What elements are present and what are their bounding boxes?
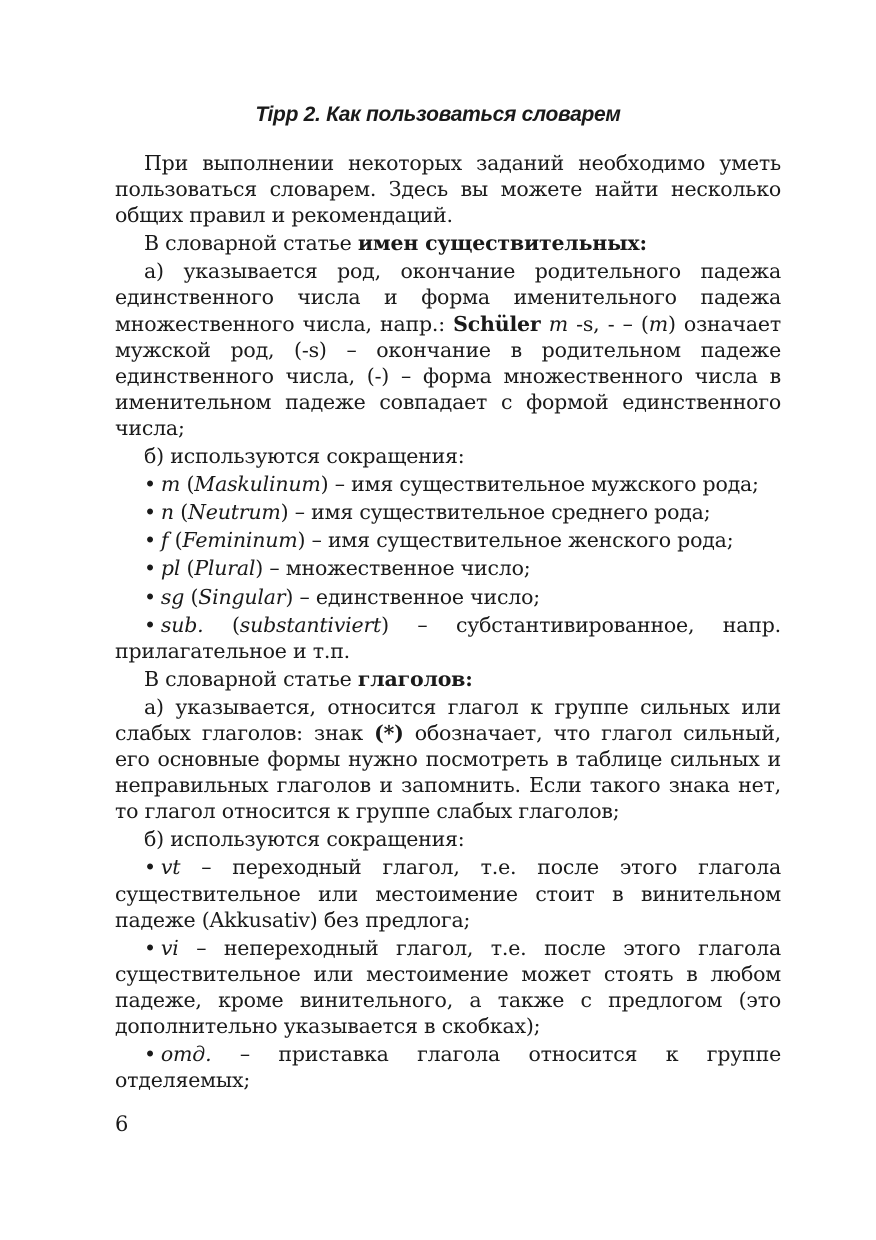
abbreviation-desc: – переходный глагол, т.е. после этого глагола существительное или местоимение стоит в винительном падеже (Akkusativ) без предлога;: [115, 855, 781, 932]
noun-abbreviation-item: • f (Femininum) – имя существительное женского рода;: [144, 528, 734, 553]
page-title: Tipp 2. Как пользоваться словарем: [255, 103, 621, 126]
nouns-paragraph-a: [115, 258, 781, 441]
bullet-icon: •: [144, 528, 156, 553]
abbreviation: sub.: [160, 612, 204, 637]
page-number: 6: [115, 1112, 129, 1136]
verbs-heading-bold: глаголов:: [357, 666, 473, 691]
example-gender: m: [548, 311, 568, 336]
abbreviation-full: Femininum: [182, 528, 298, 553]
verbs-paragraph-a: [115, 694, 781, 824]
nouns-a-text-2: [540, 312, 548, 336]
bullet-icon: •: [144, 500, 156, 525]
abbreviation-full: substantiviert: [239, 612, 382, 637]
example-word: Schüler: [453, 311, 541, 336]
bullet-icon: •: [144, 472, 156, 497]
abbreviation-desc: – непереходный глагол, т.е. после этого глагола существительное или местоимение может стоять в любом падеже, кроме винительного, а также с предлогом (это дополнительно указывается в скобках);: [115, 935, 781, 1038]
nouns-a-text-3: -s, - – (: [567, 311, 649, 336]
nouns-paragraph-b: б) используются сокращения:: [144, 444, 465, 469]
nouns-a-text-1: а) указывается род, окончание родительного падежа единственного числа и форма именительного падежа множественного числа, напр.:: [115, 259, 781, 336]
noun-abbreviation-item: • m (Maskulinum) – имя существительное мужского рода;: [144, 472, 759, 497]
verbs-a-text-2: обозначает, что глагол сильный, его основные формы нужно посмотреть в таблице сильных и неправильных глаголов и запомнить. Если такого знака нет, то глагол относится к группе слабых глаголов;: [115, 720, 782, 824]
noun-abbreviation-item: • sub. (substantiviert) – субстантивированное, напр. прилагательное и т.п.: [115, 612, 781, 663]
bullet-icon: •: [144, 584, 156, 609]
abbreviation: vt: [160, 855, 181, 880]
verb-abbreviation-item: [115, 854, 781, 932]
bullet-icon: •: [144, 855, 156, 880]
noun-abbreviation-item: • pl (Plural) – множественное число;: [144, 556, 531, 581]
abbreviation: vi: [160, 935, 179, 960]
nouns-heading-bold: имен существительных:: [357, 231, 647, 256]
abbreviation: n: [160, 500, 174, 525]
verbs-a-text-1: а) указывается, относится глагол к группе сильных или слабых глаголов: знак: [115, 694, 781, 745]
abbreviation-desc: – приставка глагола относится к группе отделяемых;: [115, 1042, 781, 1093]
verbs-heading-prefix: В словарной статье: [144, 666, 358, 691]
abbreviation-desc: – единственное число;: [293, 584, 540, 609]
verb-abbreviation-item: [115, 1041, 781, 1093]
bullet-icon: •: [144, 556, 156, 581]
bullet-icon: •: [144, 1042, 156, 1067]
abbreviation-desc: – множественное число;: [263, 556, 531, 581]
abbreviation: отд.: [160, 1042, 212, 1067]
abbreviation: sg: [160, 584, 185, 609]
text-body: [115, 150, 781, 1095]
abbreviation-desc: – имя существительное среднего рода;: [288, 500, 711, 525]
example-gender-2: m: [648, 311, 668, 336]
bullet-icon: •: [144, 612, 156, 637]
abbreviation-full: Plural: [194, 556, 256, 581]
verb-abbreviation-item: [115, 935, 781, 1039]
abbreviation-desc: – имя существительное мужского рода;: [328, 472, 759, 497]
nouns-a-text-4: ) означает мужской род, (-s) – окончание в родительном падеже единственного числа, (-) – форма множественного числа в именительном падеже совпадает с формой единственного числа;: [115, 311, 781, 440]
nouns-heading: [115, 230, 781, 256]
intro-paragraph: При выполнении некоторых заданий необходимо уметь пользоваться словарем. Здесь вы можете найти несколько общих правил и рекомендаций.: [115, 151, 781, 228]
abbreviation-full: Maskulinum: [194, 472, 321, 497]
verbs-heading: [115, 666, 781, 692]
bullet-icon: •: [144, 935, 156, 960]
abbreviation-desc: – субстантивированное, напр. прилагательное и т.п.: [115, 612, 781, 663]
strong-verb-mark: (*): [374, 720, 404, 745]
abbreviation: pl: [160, 556, 181, 581]
abbreviation-full: Neutrum: [188, 500, 281, 525]
nouns-heading-prefix: В словарной статье: [144, 231, 358, 256]
abbreviation-full: Singular: [198, 584, 286, 609]
verbs-paragraph-b: б) используются сокращения:: [144, 827, 465, 852]
abbreviation: f: [160, 528, 169, 553]
noun-abbreviation-item: • sg (Singular) – единственное число;: [144, 584, 540, 609]
abbreviation-desc: – имя существительное женского рода;: [305, 528, 734, 553]
noun-abbreviation-item: • n (Neutrum) – имя существительное среднего рода;: [144, 500, 711, 525]
abbreviation: m: [160, 472, 181, 497]
